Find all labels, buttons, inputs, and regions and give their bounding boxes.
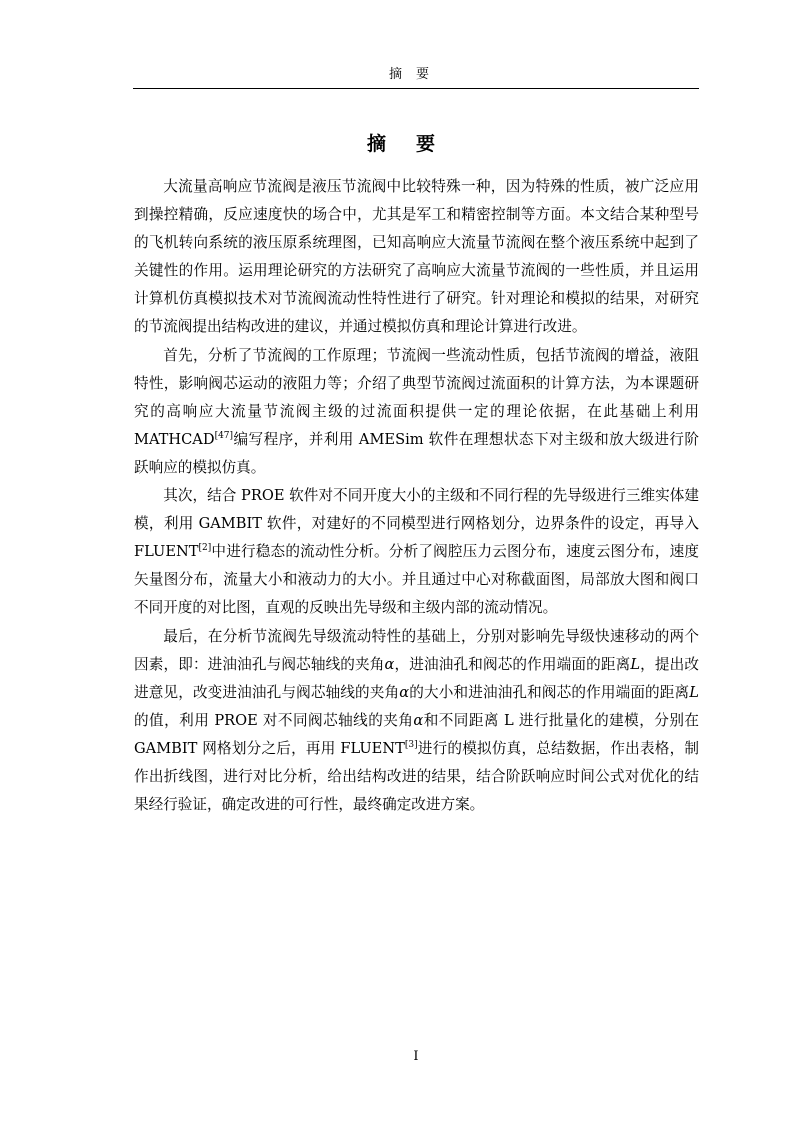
citation-ref: [47] [214,430,234,441]
alpha-symbol: α [399,683,410,701]
header-rule [133,88,699,89]
paragraph-text: 首先，分析了节流阀的工作原理；节流阀一些流动性质，包括节流阀的增益，液阻特性，影响阀芯运动的液阻力等；介绍了典型节流阀过流面积的计算方法，为本课题研究的高响应大流量节流阀主级的过流面积提供一定的理论依据，在此基础上利用 MATHCAD [134,346,699,448]
paragraph-text: 其次，结合 PROE 软件对不同开度大小的主级和不同行程的先导级进行三维实体建模，利用 GAMBIT 软件，对建好的不同模型进行网格划分，边界条件的设定，再导入 FLUENT [134,487,699,561]
distance-symbol: L [630,655,641,673]
page-title: 摘要 [366,133,465,155]
paragraph-text: 的值，利用 PROE 对不同阀芯轴线的夹角 [134,711,414,729]
paragraph-text: 的大小和进油油孔和阀芯的作用端面的距离 [409,683,690,701]
abstract-paragraph-2 [134,342,699,482]
paragraph-text: 编写程序，并利用 AMESim 软件在理想状态下对主级和放大级进行阶跃响应的模拟仿真。 [134,430,699,476]
alpha-symbol: α [384,655,395,673]
abstract-paragraph-3 [134,482,699,622]
paragraph-text: ，进油油孔和阀芯的作用端面的距离 [394,655,631,673]
paragraph-text: 中进行稳态的流动性分析。分析了阀腔压力云图分布，速度云图分布，速度矢量图分布，流量大小和液动力的大小。并且通过中心对称截面图，局部放大图和阀口不同开度的对比图，直观的反映出先导级和主级内部的流动情况。 [134,543,699,617]
paragraph-text: 和不同距离 L 进行批量化的建模，分别在 GAMBIT 网格划分之后，再用 FLUENT [134,711,699,757]
alpha-symbol: α [413,711,424,729]
paragraph-text: 最后，在分析节流阀先导级流动特性的基础上，分别对影响先导级快速移动的两个因素，即：进油油孔与阀芯轴线的夹角 [134,627,699,673]
citation-ref: [3] [404,739,418,750]
abstract-paragraph-4 [134,623,699,820]
paragraph-text: ，提出改进意见，改变进油油孔与阀芯轴线的夹角 [134,655,699,701]
abstract-body [134,173,699,819]
distance-symbol: L [689,683,699,701]
page-number: I [413,1049,419,1064]
paragraph-text: 大流量高响应节流阀是液压节流阀中比较特殊一种，因为特殊的性质，被广泛应用到操控精确，反应速度快的场合中，尤其是军工和精密控制等方面。本文结合某种型号的飞机转向系统的液压原系统理图，已知高响应大流量节流阀在整个液压系统中起到了关键性的作用。运用理论研究的方法研究了高响应大流量节流阀的一些性质，并且运用计算机仿真模拟技术对节流阀流动性特性进行了研究。针对理论和模拟的结果，对研究的节流阀提出结构改进的建议，并通过模拟仿真和理论计算进行改进。 [134,178,699,336]
paragraph-text: 进行的模拟仿真，总结数据，作出表格，制作出折线图，进行对比分析，给出结构改进的结果，结合阶跃响应时间公式对优化的结果经行验证，确定改进的可行性，最终确定改进方案。 [134,739,699,814]
citation-ref: [2] [198,543,212,554]
running-header: 摘要 [388,67,443,82]
abstract-paragraph-1 [134,173,699,342]
